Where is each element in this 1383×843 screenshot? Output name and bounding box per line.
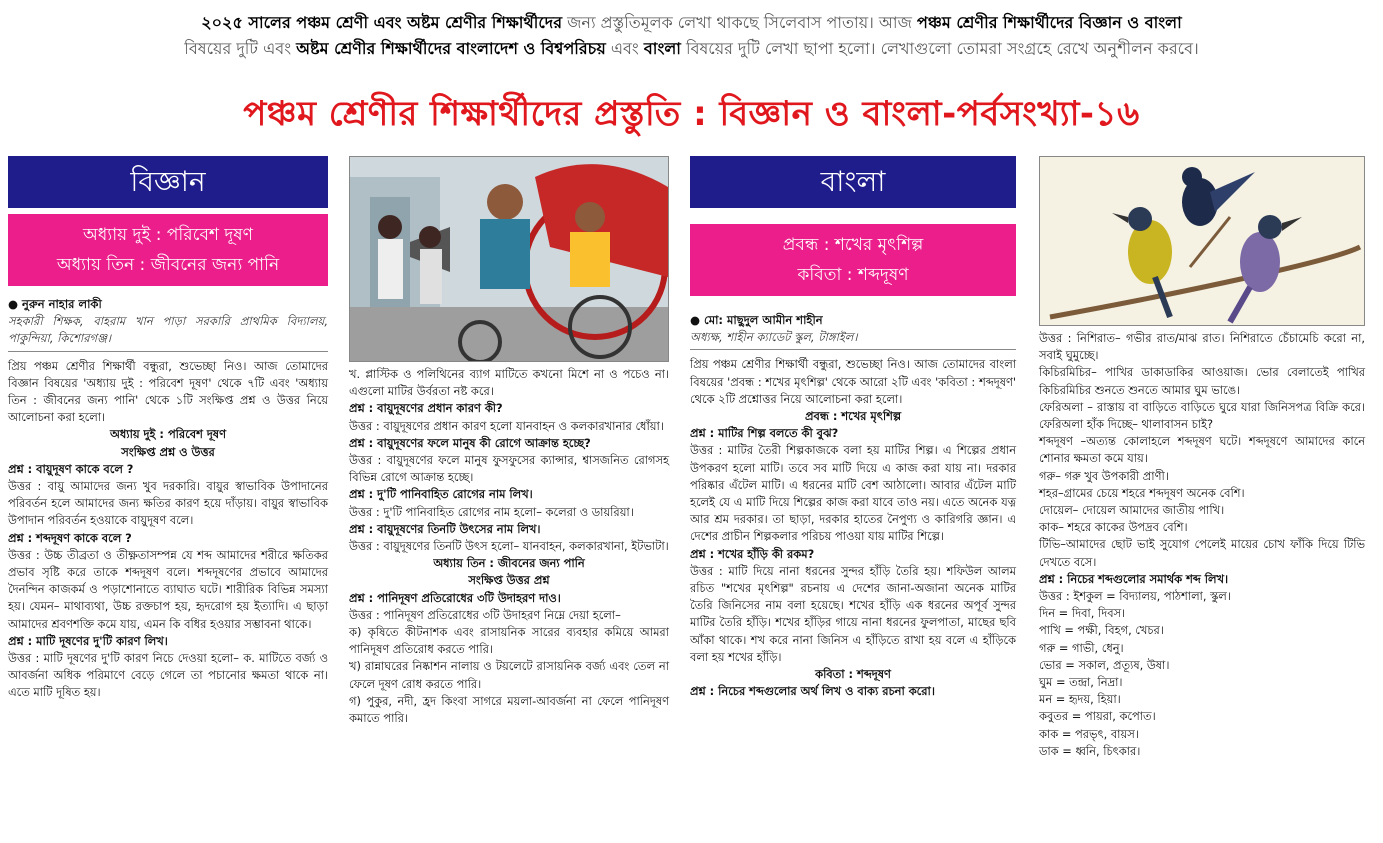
intro-line-1 [20, 10, 1363, 36]
col2-a2: উত্তর : বায়ুদূষণের ফলে মানুষ ফুসফুসের ক্যান্সার, শ্বাসজনিত রোগসহ বিভিন্ন রোগে আক্রান্ত হচ্ছে। [349, 453, 669, 485]
bangla-author-name: ● মো: মাছুদুল আমীন শাহীন [690, 313, 823, 327]
col2-p1: খ. প্লাস্টিক ও পলিথিনের ব্যাগ মাটিতে কখনো মিশে না ও পচেও না। এগুলো মাটির উর্বরতা নষ্ট করে। [349, 367, 669, 399]
meaning-1: উত্তর : নিশিরাত– গভীর রাত/মাঝ রাত। নিশিরাতে চেঁচামেচি করো না, সবাই ঘুমুচ্ছে। [1039, 331, 1365, 363]
bangla-intro: প্রিয় পঞ্চম শ্রেণীর শিক্ষার্থী বন্ধুরা, শুভেচ্ছা নিও। আজ তোমাদের বাংলা বিষয়ের 'প্রবন্ধ : শখের মৃৎশিল্প' থেকে আরো ২টি এবং 'কবিতা : শব্দদূষণ' থেকে ২টি প্রশ্নোত্তর নিয়ে আলোচনা করা হলো। [690, 357, 1016, 406]
bangla-q3: প্রশ্ন : নিচের শব্দগুলোর অর্থ লিখ ও বাক্য রচনা করো। [690, 684, 935, 699]
col2-q1: প্রশ্ন : বায়ুদূষণের প্রধান কারণ কী? [349, 401, 503, 416]
birds-on-branch-image [1040, 157, 1364, 325]
science-author-name: ● নুরুন নাহার লাকী [8, 297, 102, 311]
intro-bold-a: ২০২৫ সালের পঞ্চম শ্রেণী এবং অষ্টম শ্রেণীর শিক্ষার্থীদের [201, 13, 562, 32]
bangla-author-designation: অধ্যক্ষ, শাহীন ক্যাডেট স্কুল, টাঙ্গাইল। [690, 329, 1016, 350]
science-section-head: অধ্যায় দুই : পরিবেশ দূষণ [110, 427, 226, 442]
bangla-q1: প্রশ্ন : মাটির শিল্প বলতে কী বুঝ? [690, 426, 839, 441]
intro-text-b: জন্য প্রস্তুতিমূলক লেখা থাকছে সিলেবাস পাতায়। আজ [567, 13, 912, 32]
science-chapter-3: অধ্যায় তিন : জীবনের জন্য পানি [56, 255, 280, 275]
col2-a1: উত্তর : বায়ুদূষণের প্রধান কারণ হলো যানবাহন ও কলকারখানার ধোঁয়া। [349, 418, 664, 433]
col2-q4: প্রশ্ন : বায়ুদূষণের তিনটি উৎসের নাম লিখ। [349, 521, 541, 536]
science-q1: প্রশ্ন : বায়ুদূষণ কাকে বলে ? [8, 461, 134, 476]
science-column [8, 156, 328, 702]
intro-bold-2d: বাংলা [643, 39, 681, 58]
bangla-a2: উত্তর : মাটি দিয়ে নানা ধরনের সুন্দর হাঁড়ি তৈরি হয়। শফিউল আলম রচিত "শখের মৃৎশিল্প" রচনায় এ দেশের জানা-অজানা অনেক মাটির তৈরি জিনিসের নাম বলা হয়েছে। শখের হাঁড়ি এক ধরনের অপূর্ব সুন্দর মাটির তৈরি হাঁড়ি। শখের হাঁড়ির গায়ে নানা ধরনের ফুলপাতা, মাছের ছবি আঁকা থাকে। শখ করে নানা জিনিস এ হাঁড়িতে রাখা হয় বলে এ হাঁড়িকে বলা হয় শখের হাঁড়ি। [690, 563, 1016, 664]
synonym-8: কবুতর = পায়রা, কপোত। [1039, 709, 1156, 724]
col2-q2: প্রশ্ন : বায়ুদূষণের ফলে মানুষ কী রোগে আক্রান্ত হচ্ছে? [349, 435, 591, 450]
intro-line-2 [20, 36, 1363, 62]
bangla-poem-title: কবিতা : শব্দদূষণ [797, 265, 909, 285]
science-intro: প্রিয় পঞ্চম শ্রেণীর শিক্ষার্থী বন্ধুরা, শুভেচ্ছা নিও। আজ তোমাদের বিজ্ঞান বিষয়ের 'অধ্যায় দুই : পরিবেশ দূষণ' থেকে ৭টি এবং 'অধ্যায় তিন : জীবনের জন্য পানি' থেকে ১টি সংক্ষিপ্ত প্রশ্ন ও উত্তর নিয়ে আলোচনা করা হলো। [8, 358, 328, 425]
bangla-subjects-box [690, 224, 1016, 296]
bangla-banner: বাংলা [690, 156, 1016, 208]
meaning-4: শব্দদূষণ –অত্যন্ত কোলাহলে শব্দদূষণ ঘটে। শব্দদূষণে আমাদের কানে শোনার ক্ষমতা কমে যায়। [1039, 434, 1365, 466]
science-chapter-2: অধ্যায় দুই : পরিবেশ দূষণ [83, 225, 253, 245]
bangla-q2: প্রশ্ন : শখের হাঁড়ি কী রকম? [690, 546, 815, 561]
col2-section-sub: সংক্ষিপ্ত উত্তর প্রশ্ন [468, 573, 550, 588]
col2-q5: প্রশ্ন : পানিদূষণ প্রতিরোধের ৩টি উদাহরণ দাও। [349, 590, 561, 605]
page-headline: পঞ্চম শ্রেণীর শিক্ষার্থীদের প্রস্তুতি : বিজ্ঞান ও বাংলা-পর্বসংখ্যা-১৬ [243, 94, 1140, 134]
meaning-3: ফেরিঅলা – রাস্তায় বা বাড়িতে বাড়িতে ঘুরে যারা জিনিসপত্র বিক্রি করে। ফেরিঅলা হাঁক দিচ্ছে– থালাবাসন চাই? [1039, 399, 1365, 432]
science-banner: বিজ্ঞান [8, 156, 328, 208]
synonym-2: দিন = দিবা, দিবস। [1039, 606, 1126, 621]
intro-bold-2b: অষ্টম শ্রেণীর শিক্ষার্থীদের বাংলাদেশ ও বিশ্বপরিচয় [296, 39, 606, 58]
synonym-10: ডাক = ধ্বনি, চিৎকার। [1039, 743, 1141, 758]
intro-text-2a: বিষয়ের দুটি এবং [184, 39, 292, 58]
science-a2: উত্তর : উচ্চ তীব্রতা ও তীক্ষ্ণতাসম্পন্ন যে শব্দ আমাদের শরীরে ক্ষতিকর প্রভাব সৃষ্টি করে তাকে শব্দদূষণ বলে। শব্দদূষণের প্রভাবে আমাদের দৈনন্দিন কাজকর্ম ও পড়াশোনাতে ব্যাঘাত ঘটে। শারীরিক বিভিন্ন সমস্যা হয়। যেমন– মাথাব্যথা, উচ্চ রক্তচাপ হয়, হৃদরোগ হয় ইত্যাদি। এ ছাড়া আমাদের শ্রবণশক্তি কমে যায়, এমন কি বধির হওয়ার সম্ভাবনা থাকে। [8, 547, 328, 631]
bangla-column-2 [1039, 156, 1365, 760]
synonym-7: মন = হৃদয়, হিয়া। [1039, 692, 1121, 707]
science-author-designation: সহকারী শিক্ষক, বাহরাম খান পাড়া সরকারি প্রাথমিক বিদ্যালয়, পাকুন্দিয়া, কিশোরগঞ্জ। [8, 313, 328, 351]
science-column-2 [349, 156, 669, 727]
science-chapters-box [8, 214, 328, 286]
col2-a4: উত্তর : বায়ুদূষণের তিনটি উৎস হলো– যানবাহন, কলকারখানা, ইটভাটা। [349, 539, 669, 554]
bangla-section-head: প্রবন্ধ : শখের মৃৎশিল্প [805, 409, 901, 424]
synonym-question: প্রশ্ন : নিচের শব্দগুলোর সমার্থক শব্দ লিখ। [1039, 571, 1229, 586]
synonym-9: কাক = পরভৃৎ, বায়স। [1039, 726, 1139, 741]
bangla-essay-title: প্রবন্ধ : শখের মৃৎশিল্প [782, 235, 924, 255]
intro-bold-c: পঞ্চম শ্রেণীর শিক্ষার্থীদের বিজ্ঞান ও বাংলা [917, 13, 1182, 32]
meaning-8: কাক– শহরে কাকের উপদ্রব বেশি। [1039, 520, 1188, 535]
bangla-column [690, 156, 1016, 700]
synonym-5: ভোর = সকাল, প্রত্যূষ, উষা। [1039, 657, 1170, 672]
col2-q3: প্রশ্ন : দু'টি পানিবাহিত রোগের নাম লিখ। [349, 487, 533, 502]
col2-section-head: অধ্যায় তিন : জীবনের জন্য পানি [433, 556, 585, 571]
col2-a5-kh: খ) রান্নাঘরের নিষ্কাশন নালায় ও টয়লেটে রাসায়নিক বর্জ্য এবং তেল না ফেলে দূষণ রোধ করতে পারি। [349, 659, 669, 691]
meaning-2: কিচিরমিচির– পাখির ডাকাডাকির আওয়াজ। ভোর বেলাতেই পাখির কিচিরমিচির শুনতে শুনতে আমার ঘুম ভাঙে। [1039, 365, 1365, 397]
science-author [8, 296, 328, 352]
rickshaw-illustration [349, 156, 669, 362]
col2-a3: উত্তর : দু'টি পানিবাহিত রোগের নাম হলো– কলেরা ও ডায়রিয়া। [349, 504, 634, 519]
intro-note [20, 10, 1363, 62]
birds-illustration [1039, 156, 1365, 326]
col2-a5-k: ক) কৃষিতে কীটনাশক এবং রাসায়নিক সারের ব্যবহার কমিয়ে আমরা পানিদূষণ প্রতিরোধ করতে পারি। [349, 625, 669, 657]
synonym-3: পাখি = পক্ষী, বিহগ, খেচর। [1039, 623, 1164, 638]
meaning-6: শহর–গ্রামের চেয়ে শহরে শব্দদূষণ অনেক বেশি। [1039, 485, 1245, 500]
bangla-author [690, 312, 1016, 350]
intro-text-2e: বিষয়ের দুটি লেখা ছাপা হলো। লেখাগুলো তোমরা সংগ্রহে রেখে অনুশীলন করবে। [686, 39, 1199, 58]
science-a1: উত্তর : বায়ু আমাদের জন্য খুব দরকারি। বায়ুর স্বাভাবিক উপাদানের পরিবর্তন হলে আমাদের জন্য ক্ষতির কারণ হয়ে দাঁড়ায়। বায়ুর স্বাভাবিক উপাদান পরিবর্তন হওয়াকে বায়ুদূষণ বলে। [8, 479, 328, 528]
science-q3: প্রশ্ন : মাটি দূষণের দু'টি কারণ লিখ। [8, 633, 168, 648]
col2-a5: উত্তর : পানিদূষণ প্রতিরোধের ৩টি উদাহরণ নিম্নে দেয়া হলো– [349, 607, 621, 622]
science-q2: প্রশ্ন : শব্দদূষণ কাকে বলে ? [8, 530, 132, 545]
intro-text-2c: এবং [610, 39, 639, 58]
synonym-6: ঘুম = তন্দ্রা, নিদ্রা। [1039, 675, 1123, 690]
meaning-5: গরু– গরু খুব উপকারী প্রাণী। [1039, 468, 1169, 483]
synonym-list [1039, 588, 1365, 760]
col2-a5-g: গ) পুকুর, নদী, হ্রদ কিংবা সাগরে ময়লা-আবর্জনা না ফেলে পানিদূষণ কমাতে পারি। [349, 693, 669, 726]
science-a3: উত্তর : মাটি দূষণের দু'টি কারণ নিচে দেওয়া হলো– ক. মাটিতে বর্জ্য ও আবর্জনা অধিক পরিমাণে বেড়ে গেলে তা পচানোর ক্ষমতা থাকে না। এতে মাটি দূষিত হয়। [8, 651, 328, 700]
bangla-poem-head: কবিতা : শব্দদূষণ [815, 667, 891, 682]
meaning-7: দোয়েল– দোয়েল আমাদের জাতীয় পাখি। [1039, 503, 1225, 518]
meaning-9: টিভি–আমাদের ছোট ভাই সুযোগ পেলেই মায়ের চোখ ফাঁকি দিয়ে টিভি দেখতে বসে। [1039, 537, 1365, 569]
word-meanings [1039, 330, 1365, 571]
synonym-1: উত্তর : ইশকুল = বিদ্যালয়, পাঠশালা, স্কুল। [1039, 589, 1231, 604]
science-section-sub: সংক্ষিপ্ত প্রশ্ন ও উত্তর [121, 444, 215, 459]
rickshaw-loudspeaker-image [350, 157, 668, 361]
bangla-a1: উত্তর : মাটির তৈরী শিল্পকাজকে বলা হয় মাটির শিল্প। এ শিল্পের প্রধান উপকরণ হলো মাটি। তবে সব মাটি দিয়ে এ কাজ করা যায় না। দরকার পরিষ্কার এঁটেল মাটি। এ ধরনের মাটি বেশ আঠালো। আবার এঁটেল মাটি হলেই যে এ মাটি দিয়ে শিল্পের কাজ করা যাবে তাও নয়। এতে অনেক যত্ন আর শ্রম দরকার। তা ছাড়া, দরকার হাতের নৈপুণ্য ও কারিগরি জ্ঞান। এ দেশের প্রাচীন শিল্পকলার পরিচয় পাওয়া যায় মাটির শিল্পে। [690, 443, 1016, 544]
synonym-4: গরু = গাভী, ধেনু। [1039, 640, 1124, 655]
